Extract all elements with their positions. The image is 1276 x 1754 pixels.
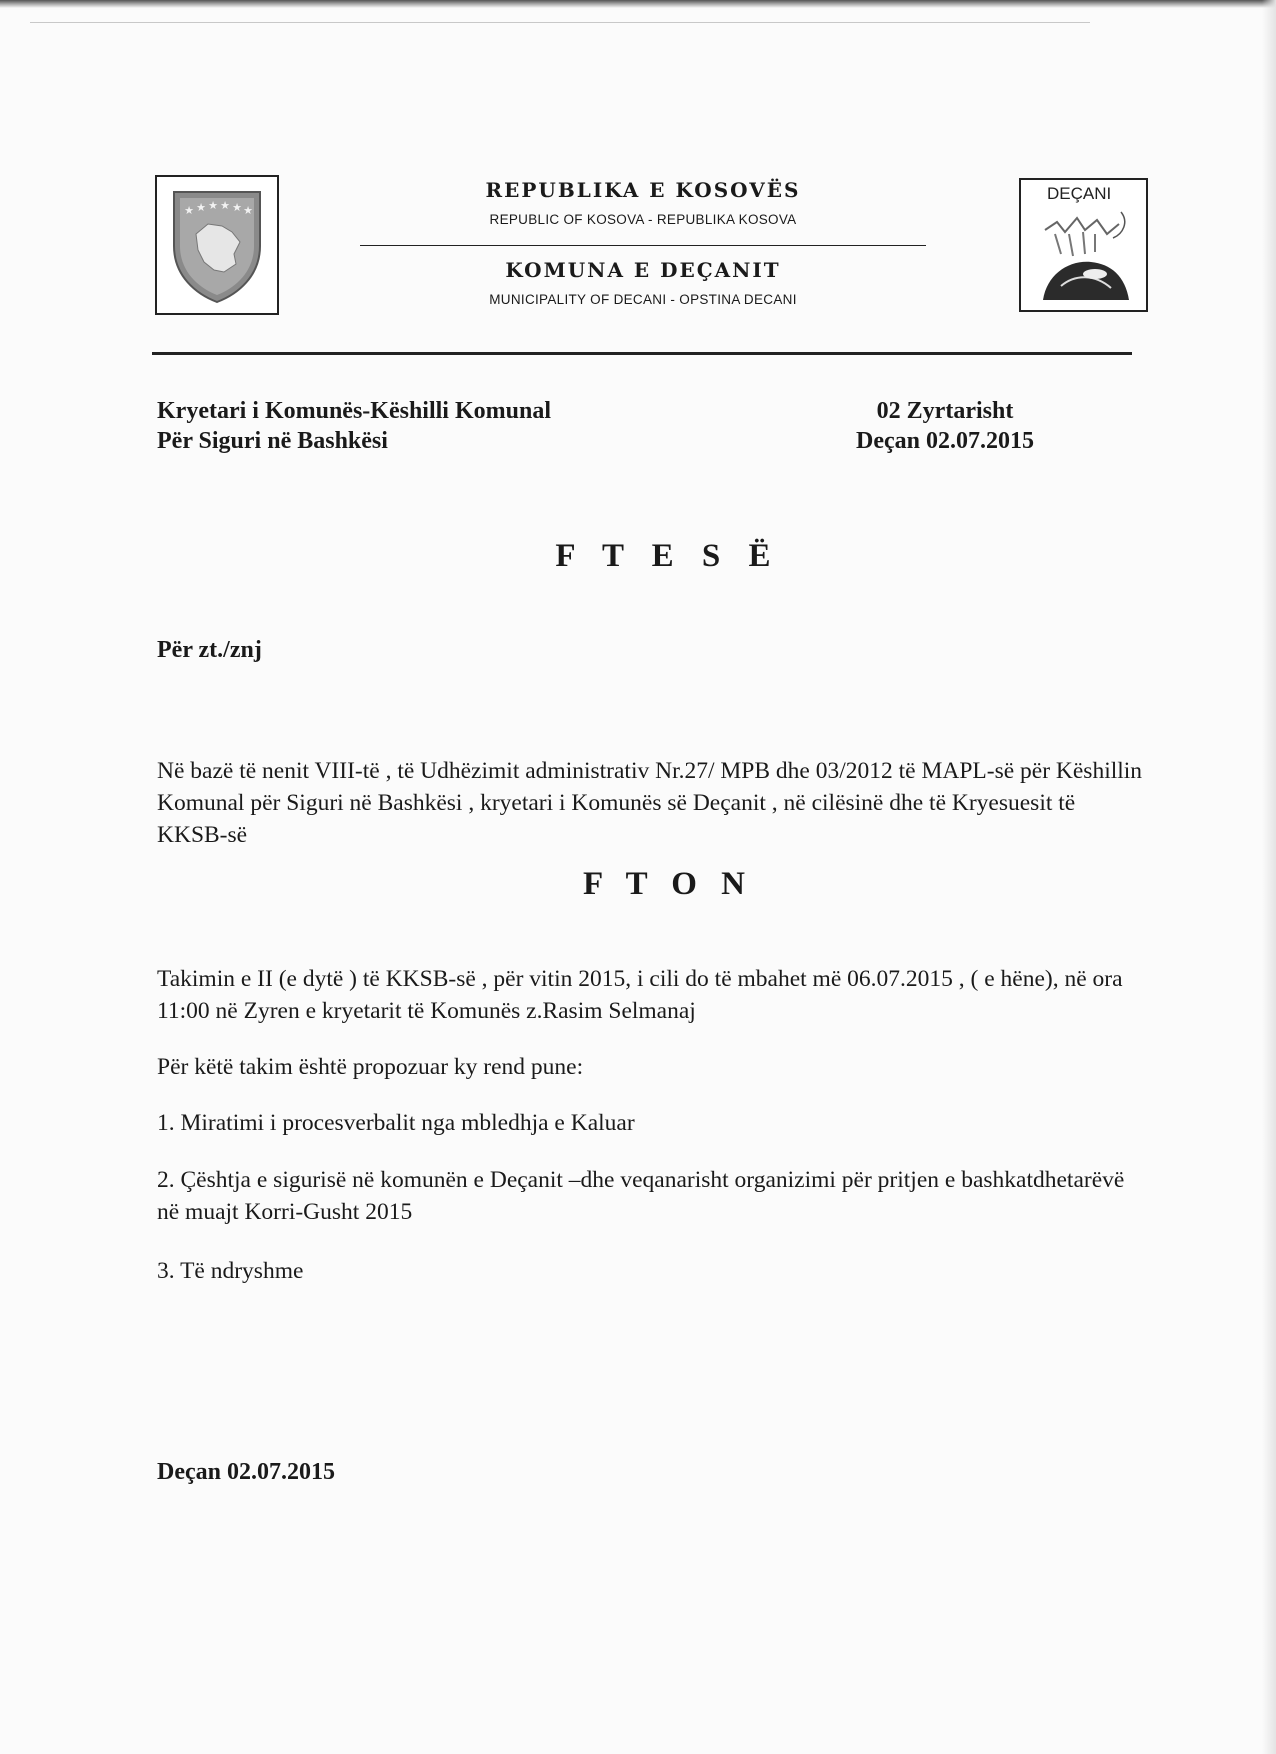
svg-text:★: ★ xyxy=(208,199,218,212)
svg-text:★: ★ xyxy=(196,201,206,214)
kosovo-coat-of-arms-icon xyxy=(166,184,268,306)
agenda-item: 2. Çështja e sigurisë në komunën e Deçanit –dhe veqanarisht organizimi për pritjen e bashkatdhetarëvë në muajt Korri-Gusht 2015 xyxy=(157,1167,1125,1225)
country-title: REPUBLIKA E KOSOVËS xyxy=(485,178,801,202)
scan-line xyxy=(30,22,1090,23)
agenda-intro: Për këtë takim është propozuar ky rend pune: xyxy=(157,1054,584,1080)
sender-block xyxy=(157,396,551,456)
scan-edge xyxy=(0,0,1276,8)
country-subtitle: REPUBLIC OF KOSOVA - REPUBLIKA KOSOVA xyxy=(489,212,797,227)
header-block xyxy=(360,178,926,307)
municipality-title: KOMUNA E DEÇANIT xyxy=(505,258,781,282)
coat-of-arms-box xyxy=(155,175,279,315)
municipality-logo-box xyxy=(1019,178,1148,312)
reference-date: Deçan 02.07.2015 xyxy=(856,428,1034,454)
header-divider xyxy=(360,245,926,246)
agenda-item: 3. Të ndryshme xyxy=(157,1258,304,1284)
sender-line-2: Për Siguri në Bashkësi xyxy=(157,428,388,454)
invite-heading: F T O N xyxy=(582,866,753,902)
agenda-item: 1. Miratimi i procesverbalit nga mbledhja e Kaluar xyxy=(157,1110,635,1136)
document-title: F T E S Ë xyxy=(555,538,781,574)
intro-paragraph: Në bazë të nenit VIII-të , të Udhëzimit administrativ Nr.27/ MPB dhe 03/2012 të MAPL-së për Këshillin Komunal për Siguri në Bashkësi , kryetari i Komunës së Deçanit , në cilësinë dhe të Kryesuesit të KKSB-së xyxy=(157,758,1143,848)
svg-text:★: ★ xyxy=(232,201,242,214)
municipality-subtitle: MUNICIPALITY OF DECANI - OPSTINA DECANI xyxy=(489,292,797,307)
reference-block xyxy=(830,396,1060,456)
svg-text:★: ★ xyxy=(243,204,253,217)
closing-date: Deçan 02.07.2015 xyxy=(157,1459,335,1485)
sender-line-1: Kryetari i Komunës-Këshilli Komunal xyxy=(157,398,551,424)
reference-number: 02 Zyrtarisht xyxy=(876,398,1014,424)
svg-text:★: ★ xyxy=(184,204,194,217)
svg-text:★: ★ xyxy=(220,199,230,212)
decani-municipality-logo-icon xyxy=(1025,204,1140,304)
logo-label: DEÇANI xyxy=(1047,184,1112,203)
addressee: Për zt./znj xyxy=(157,637,262,663)
meeting-paragraph: Takimin e II (e dytë ) të KKSB-së , për vitin 2015, i cili do të mbahet më 06.07.2015 , ( e hëne), në ora 11:00 në Zyren e kryetarit të Komunës z.Rasim Selmanaj xyxy=(157,966,1123,1024)
header-main-rule xyxy=(152,352,1132,355)
